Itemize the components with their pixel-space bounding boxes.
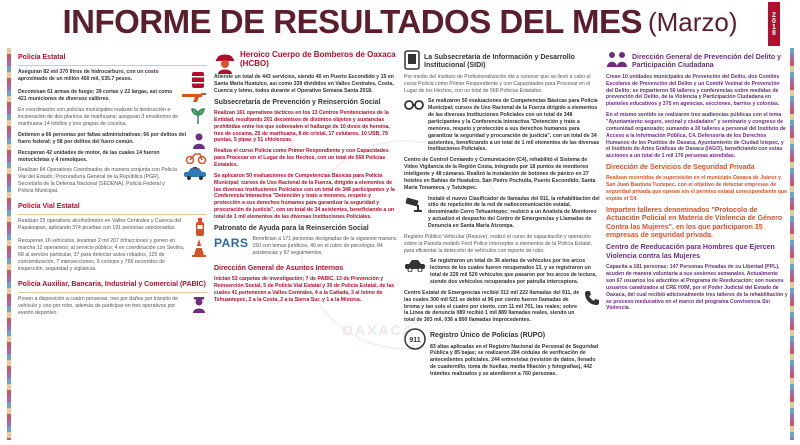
decorative-stripe-right: [790, 48, 794, 440]
report-header: [0, 0, 800, 44]
paragraph: Realizan 161 operativos tácticos en los 13 Centros Penitenciarios de la Entidad, resultando 201 decomisos de distintos objetos y sustancias prohibidas entre los que sobresalen el hallazgo de 10 dosis de heroína, tres de cocaína, 25 de marihuana, 8 de cristal, 17 celulares, 10 USB, 79 puntas, 5 pipas y 51 chiclenzas.: [214, 109, 390, 144]
fuel-barrel-icon: [189, 69, 207, 89]
column-prevencion: [606, 50, 788, 442]
item-row: [404, 50, 600, 74]
paragraph: 83 altas aplicadas en el Registro Nacional de Personal de Seguridad Pública y 85 bajas; se realizaron 284 cédulas de verificación de antecedentes policiales, 244 entrevistas (revisión de datos, llenado de cuadernillo, toma de huellas, media filiación y fotografías), 442 trámites realizados y se atendieron a 760 personas.: [430, 343, 599, 377]
paragraph: Registro Público Vehicular (Repuve), realizó el curso de capacitación y operación sobre la Patrulla modelo Ford Police Interceptor a elementos de la Policía Estatal, para eficientar la detección de vehículos con reporte de robo.: [404, 233, 593, 254]
detainee-icon: [191, 132, 207, 150]
motorcycle-icon: [185, 150, 207, 164]
paragraph: Recuperan 16 vehículos, levantan 2 mil 207 infracciones y ponen en marcha 12 operativos; al servicio público; 4 en coordinación con Sevitra, 68 al servicio particular, 37 para detectar autos robados, 125 de concientización, 7 intersecciones, 9 cortejos y 766 recorridos de inspección, seguridad y vigilancia.: [18, 238, 185, 272]
section-title-pabic: Policía Auxiliar, Bancaria, Industrial y Comercial (PABIC): [18, 280, 206, 288]
paragraph: Benefician a 171 personas designadas de la siguiente manera: 150 con temas jurídicos, 40 en el rubro de psicología, 84 asistencias y 97 seguimientos.: [252, 236, 398, 256]
item-row: [404, 290, 600, 328]
paragraph: Se realizaron 50 evaluaciones de Competencias Básicas para Policía Municipal; cursos de Uso Racional de la Fuerza dirigido a elementos de las diversas Instituciones Policiales con un total de 348 participantes y la Conferencia interactiva "Detención y trato a menores, respeto y protección a sus derechos humanos para garantizar la seguridad y procuración de justicia", con un total de 34 asistentes, beneficiando a un total de 1 mil elementos de las diversas Instituciones Policiales.: [428, 98, 600, 153]
year-tab: 2018: [768, 2, 780, 46]
item-row: [18, 218, 207, 238]
car-icon: [404, 258, 426, 272]
traffic-cone-icon: [191, 238, 207, 258]
paragraph: Se aplicaron 50 evaluaciones de Competencias Básicas para Policía Municipal; cursos de Uso Racional de la Fuerza, dirigido a elementos de las diversas Instituciones Policiales con un total de 348 participantes y la Conferencia Interactiva "Detención y trato a menores, respeto y protección a sus derechos humanos para garantizar la seguridad y procuración de justicia", con un total de 34 asistentes, beneficiando a un total de 1 mil elementos de las diversas Instituciones Policiales.: [214, 172, 395, 220]
paragraph: Realiza el curso Policía como Primer Respondiente y con Capacidades para Procesar en el Lugar de los Hechos, con un total de 568 Policías Estatales.: [214, 148, 389, 168]
item-row: [18, 69, 207, 89]
section-title-patronato: Patronato de Ayuda para la Reinserción Social: [214, 224, 369, 232]
phone-icon: [584, 290, 600, 306]
section-title-centro-reeducacion: Centro de Reeducación para Hombres que Ejercen Violencia contra las Mujeres: [606, 244, 775, 260]
item-row: [18, 238, 207, 276]
paragraph: Se registraron un total de 36 alertas de vehículos por los arcos lectores de los cuales fueron recuperados 13, y se registraron un total de 229 mil 520 vehículos que pasaron por los arcos de lectura, siendo dos vehículos recuperados por patrulla interceptora.: [430, 258, 597, 285]
paragraph: Atiende un total de 443 servicios, siendo 40 en Puerto Escondido y 15 en Santa María Huatulco, así como 339 divididos en Valles Centrales, Costa, Cuenca y Istmo, todos durante el Operativo Semana Santa 2018.: [214, 74, 394, 94]
paragraph: Centro Estatal de Emergencias recibió 312 mil 222 llamadas del 911, de las cuales 300 mil 521 se debió al 96 por ciento fueron llamadas de broma y tan solo el cuatro por ciento, con 11 mil 701, las reales; sobre la Línea de denuncia 089 recibió 1 mil 889 llamadas reales, siendo un total de 303 mil, 036 a 800 llamadas improcedentes.: [404, 289, 580, 324]
section-title-bomberos: Heroico Cuerpo de Bomberos de Oaxaca (HCBO): [240, 50, 396, 68]
item-row: [18, 107, 207, 132]
paragraph: Centro de Control Comando y Comunicación (C4), rehabilitó el Sistema de Video Vigilancia de la Región Costa, integrado por 18 puntos de monitoreo inteligente y 48 cámaras. Realizó la instalación de botones de pánico en 27 hoteles en Bahías de Huatulco, San Pedro Pochutla, Puerto Escondido, Santa María Tonameca, y Tututepec.: [404, 157, 596, 191]
item-row: [404, 234, 600, 259]
item-row: [214, 236, 398, 261]
section-title-sidi: La Subsecretaría de Información y Desarrollo Institucional (SIDI): [424, 54, 575, 70]
report-month: (Marzo): [647, 6, 738, 37]
item-row: [18, 150, 207, 168]
decorative-stripe-left: [7, 48, 11, 440]
paragraph: Decomisan 61 armas de fuego; 39 cortas y 22 largas, así como 421 municiones de diversos calibres.: [18, 89, 173, 103]
paragraph: Realizan 25 operativos alcoholímetro en Valles Centrales y Cuenca del Papaloapan, aplicando 374 pruebas con 191 personas sancionadas.: [18, 218, 182, 232]
people-group-icon: [606, 50, 628, 68]
item-row: [18, 89, 207, 107]
section-title-policia-vial: Policía Vial Estatal: [18, 202, 80, 210]
item-row: [404, 258, 600, 289]
tablet-icon: [404, 50, 420, 70]
item-row: [18, 132, 207, 150]
paragraph: Inician 53 carpetas de investigación; 7 de PABIC, 13 de Prevención y Reinserción Social, 5 de Policía Vial Estatal y 30 de Policía Estatal, de las cuales 41 pertenecen a Valles Centrales, 4 a la Cañada, 3 al Istmo de Tehuantepec, 2 a la Costa, 2 a la Sierra Sur, y 1 a la Mixteca.: [214, 276, 395, 303]
paragraph: En el mismo sentido se realizaron tres audiencias públicas con el tema "Ayuntamiento seguro, vecinal y ciudadano" y seminario y congreso de comunidad organizado; sumando a 30 talleres a personal del Instituto de Acceso a la Información Pública, C4, Defensoría de los Derechos Humanos de los Pueblos de Oaxaca, Ayuntamiento de Ciudad Ixtepec, y el Instituto de Artes Gráficas de Oaxaca (IAGO), beneficiando con estas acciones a un total de 1 mil 176 personas atendidas.: [606, 112, 786, 160]
item-row: [18, 167, 207, 198]
divider: [18, 292, 207, 293]
paragraph: Por medio del Instituto de Profesionalización dio a conocer que se llevó a cabo el curso Policía como Primer Respondiente y con Capacidades para Procesar en el Lugar de los Hechos, con un total de 568 Policías Estatales.: [404, 73, 591, 94]
paragraph: Recuperan 42 unidades de motor, de las cuales 14 fueron motocicletas y 4 remolques.: [18, 149, 160, 163]
handcuffs-icon: [404, 98, 424, 112]
section-title-seguridad-privada: Dirección de Servicios de Seguridad Privada: [606, 164, 755, 172]
paragraph: Instaló el nuevo Clasificador de llamadas del 911, la rehabilitación del sitio de repetición de la red de radiocomunicación estatal, denominado Cerro Tehuantepec; reubicó a un Analista de Monitoreo y actualizó el despacho del Centro de Emergencias y Llamadas de Denuncia en Santa María Atzompa.: [428, 195, 600, 229]
divider: [18, 214, 207, 215]
divider: [18, 65, 207, 66]
police-car-icon: [183, 167, 207, 181]
column-bomberos-reinsercion: [214, 50, 398, 442]
emergency-911-badge: [404, 328, 426, 350]
report-title: INFORME DE RESULTADOS DEL MES: [62, 3, 642, 40]
section-title-prevencion: Dirección General de Prevención del Delito y Participación Ciudadana: [632, 54, 781, 70]
item-row: [404, 98, 600, 157]
guard-icon: [191, 296, 207, 314]
section-title-reinsercion: Subsecretaría de Prevención y Reinserción Social: [214, 98, 381, 106]
watermark-text: OAXACA: [342, 322, 415, 338]
item-row: [404, 196, 600, 234]
item-row: [606, 50, 788, 74]
section-title-rupo: Registro Único de Policías (RUPO): [430, 332, 546, 340]
paragraph: Realizan 84 Operativos Coordinados de manera conjunta con Policía Vial del Estado, Procuraduría General de la República (PGR), Secretaría de la Defensa Nacional (SEDENA), Policía Federal y Policía Municipal.: [18, 167, 177, 194]
section-title-policia-estatal: Policía Estatal: [18, 54, 66, 61]
paragraph: Realizan recorridos de supervisión en el municipio Oaxaca de Juárez y San Juan Bautista Tuxtepec, con el objetivo de detectar empresas de seguridad privada que operan sin el permiso estatal correspondiente que expide el C4.: [606, 175, 788, 203]
item-row: [404, 157, 600, 195]
pars-logo: PARS: [214, 236, 249, 251]
column-policia-estatal: [18, 50, 207, 442]
paragraph: Ponen a disposición a cuatro personas; tres por daños por tránsito de vehículo y uno por robo, además de participar en tres operativos por evento deportivo.: [18, 295, 179, 316]
firefighter-icon: [214, 50, 236, 74]
breathalyzer-icon: [193, 218, 207, 238]
security-camera-icon: [404, 196, 424, 212]
column-sidi: [404, 50, 600, 442]
paragraph: Aseguran 82 mil 370 litros de hidrocarburo, con un costo aproximado de un millón 450 mil, 535.7 pesos.: [18, 69, 159, 83]
paragraph: En coordinación con policías municipales realizan la destrucción e incineración de dos plantíos de marihuana; aseguran 3 envoltorios de marihuana 14 lotrillos y tres grapas de cocaína.: [18, 107, 179, 127]
badge-911-text: 911: [409, 337, 421, 345]
paragraph: Capacita a 181 personas: 147 Personas Privadas de su Libertad (PPL), acuden de manera voluntaria a sus sesiones semanales. Actualmente son 67 usuarios los adscritos al Programa de Reeducación; son nuevos usuarios canalizados al CRE HXM, por el Poder Judicial del Estado de Oaxaca, del cual recibió adicionalmente tres talleres de la rehabilitación y se proceso reeducativo en el marco del programa Convivencia Sin Violencia.: [606, 264, 788, 312]
section-title-talleres: Imparten talleres denominados "Protocolo de Actuación Policial en Materia de Violencia de Género Contra las Mujeres", en los que participaron 35 empresas de seguridad privada.: [606, 206, 783, 240]
item-row: [214, 50, 398, 74]
section-title-asuntos-internos: Dirección General de Asuntos Internos: [214, 264, 344, 272]
item-row: [404, 328, 600, 382]
paragraph: Detienen a 66 personas por faltas administrativas; 66 por delitos del fuero federal; y 58 por delitos del fuero común.: [18, 131, 187, 145]
item-row: [18, 296, 207, 321]
plant-icon: [189, 107, 207, 125]
paragraph: Crean 10 unidades municipales de Prevención del Delito, dos Comités Escolares de Prevención del Delito y un Comité Vecinal de Prevención del Delito; se impartieron 56 talleres y conferencias sobre medidas de prevención del Delito, de la Violencia y Participación Ciudadana en planteles educativos y 375 en agencias, secciones, barrios y colonias.: [606, 73, 780, 108]
rifle-icon: [181, 89, 207, 103]
